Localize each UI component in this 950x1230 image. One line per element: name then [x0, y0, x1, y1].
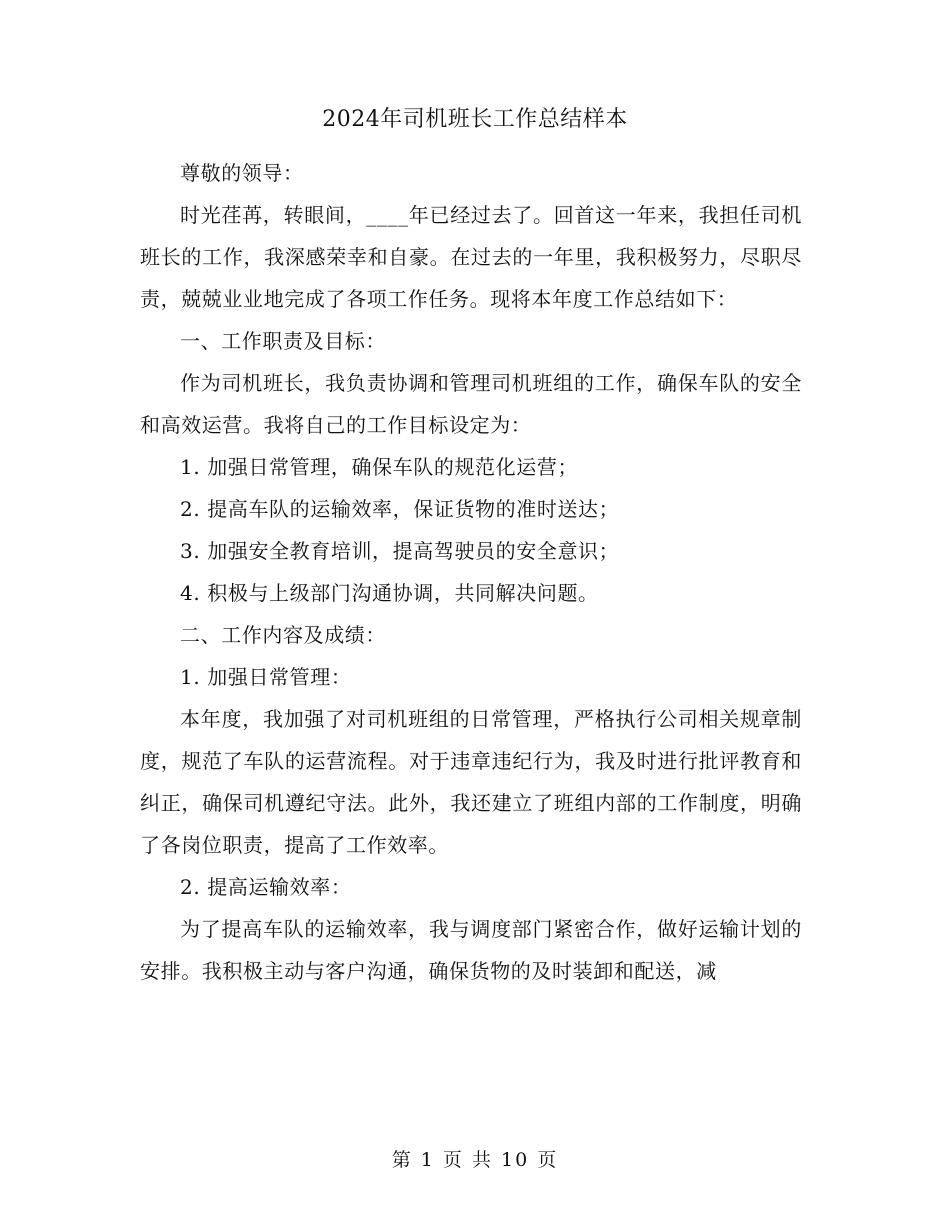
- document-body: [140, 152, 802, 992]
- goal-item-1: 1. 加强日常管理，确保车队的规范化运营；: [180, 455, 579, 479]
- page-footer: 第 1 页 共 10 页: [391, 1149, 559, 1171]
- section-heading-duties: 一、工作职责及目标：: [180, 329, 386, 353]
- transport-efficiency-paragraph: 为了提高车队的运输效率，我与调度部门紧密合作，做好运输计划的安排。我积极主动与客户沟通，确保货物的及时装卸和配送，减: [140, 917, 802, 983]
- subheading-transport-efficiency: 2. 提高运输效率：: [180, 875, 352, 899]
- intro-paragraph: 时光荏苒，转眼间，____年已经过去了。回首这一年来，我担任司机班长的工作，我深感荣幸和自豪。在过去的一年里，我积极努力，尽职尽责，兢兢业业地完成了各项工作任务。现将本年度工作总结如下：: [140, 203, 802, 311]
- goal-item-2: 2. 提高车队的运输效率，保证货物的准时送达；: [180, 497, 620, 521]
- daily-management-paragraph: 本年度，我加强了对司机班组的日常管理，严格执行公司相关规章制度，规范了车队的运营流程。对于违章违纪行为，我及时进行批评教育和纠正，确保司机遵纪守法。此外，我还建立了班组内部的工作制度，明确了各岗位职责，提高了工作效率。: [140, 707, 802, 857]
- goal-item-3: 3. 加强安全教育培训，提高驾驶员的安全意识；: [180, 539, 620, 563]
- goal-item-4: 4. 积极与上级部门沟通协调，共同解决问题。: [180, 581, 599, 605]
- subheading-daily-management: 1. 加强日常管理：: [180, 665, 352, 689]
- document-title: 2024年司机班长工作总结样本: [322, 107, 628, 132]
- duties-paragraph: 作为司机班长，我负责协调和管理司机班组的工作，确保车队的安全和高效运营。我将自己的工作目标设定为：: [140, 371, 802, 437]
- section-heading-content: 二、工作内容及成绩：: [180, 623, 386, 647]
- salutation: 尊敬的领导：: [180, 161, 304, 185]
